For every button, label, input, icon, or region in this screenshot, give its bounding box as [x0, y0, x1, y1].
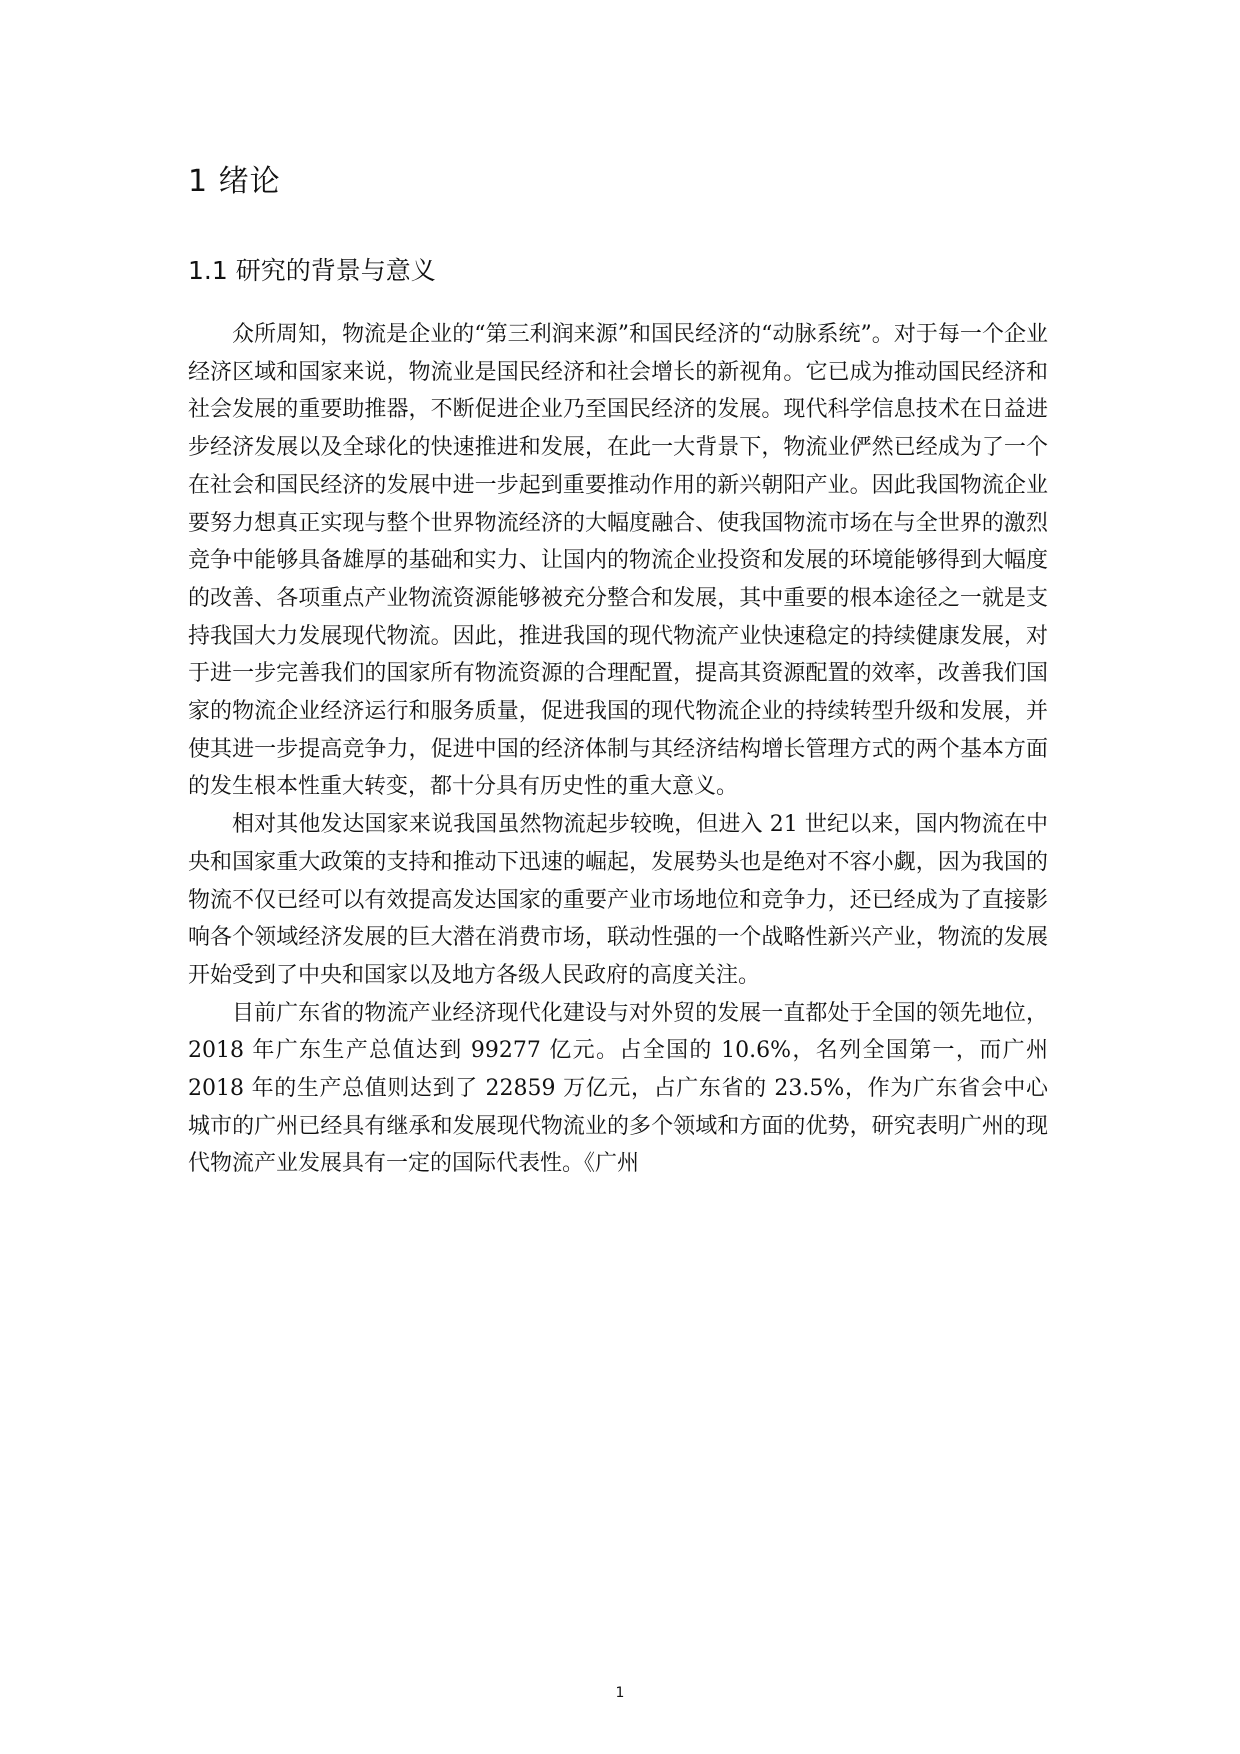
- body-text: [188, 316, 1048, 1183]
- page-number: 1: [615, 1685, 625, 1701]
- paragraph-2: 相对其他发达国家来说我国虽然物流起步较晚，但进入 21 世纪以来，国内物流在中央和国家重大政策的支持和推动下迅速的崛起，发展势头也是绝对不容小觑，因为我国的物流不仅已经可以有效提高发达国家的重要产业市场地位和竞争力，还已经成为了直接影响各个领域经济发展的巨大潜在消费市场，联动性强的一个战略性新兴产业，物流的发展开始受到了中央和国家以及地方各级人民政府的高度关注。: [188, 812, 1048, 988]
- section-title: 1.1 研究的背景与意义: [188, 256, 436, 285]
- paragraph-1: 众所周知，物流是企业的“第三利润来源”和国民经济的“动脉系统”。对于每一个企业经济区域和国家来说，物流业是国民经济和社会增长的新视角。它已成为推动国民经济和社会发展的重要助推器，不断促进企业乃至国民经济的发展。现代科学信息技术在日益进步经济发展以及全球化的快速推进和发展，在此一大背景下，物流业俨然已经成为了一个在社会和国民经济的发展中进一步起到重要推动作用的新兴朝阳产业。因此我国物流企业要努力想真正实现与整个世界物流经济的大幅度融合、使我国物流市场在与全世界的激烈竞争中能够具备雄厚的基础和实力、让国内的物流企业投资和发展的环境能够得到大幅度的改善、各项重点产业物流资源能够被充分整合和发展，其中重要的根本途径之一就是支持我国大力发展现代物流。因此，推进我国的现代物流产业快速稳定的持续健康发展，对于进一步完善我们的国家所有物流资源的合理配置，提高其资源配置的效率，改善我们国家的物流企业经济运行和服务质量，促进我国的现代物流企业的持续转型升级和发展，并使其进一步提高竞争力，促进中国的经济体制与其经济结构增长管理方式的两个基本方面的发生根本性重大转变，都十分具有历史性的重大意义。: [188, 322, 1048, 800]
- chapter-title: 1 绪论: [188, 164, 281, 199]
- paragraph-3: 目前广东省的物流产业经济现代化建设与对外贸的发展一直都处于全国的领先地位，2018 年广东生产总值达到 99277 亿元。占全国的 10.6%，名列全国第一，而广州 2018 年的生产总值则达到了 22859 万亿元，占广东省的 23.5%，作为广东省会中心城市的广州已经具有继承和发展现代物流业的多个领域和方面的优势，研究表明广州的现代物流产业发展具有一定的国际代表性。《广州: [188, 1000, 1048, 1177]
